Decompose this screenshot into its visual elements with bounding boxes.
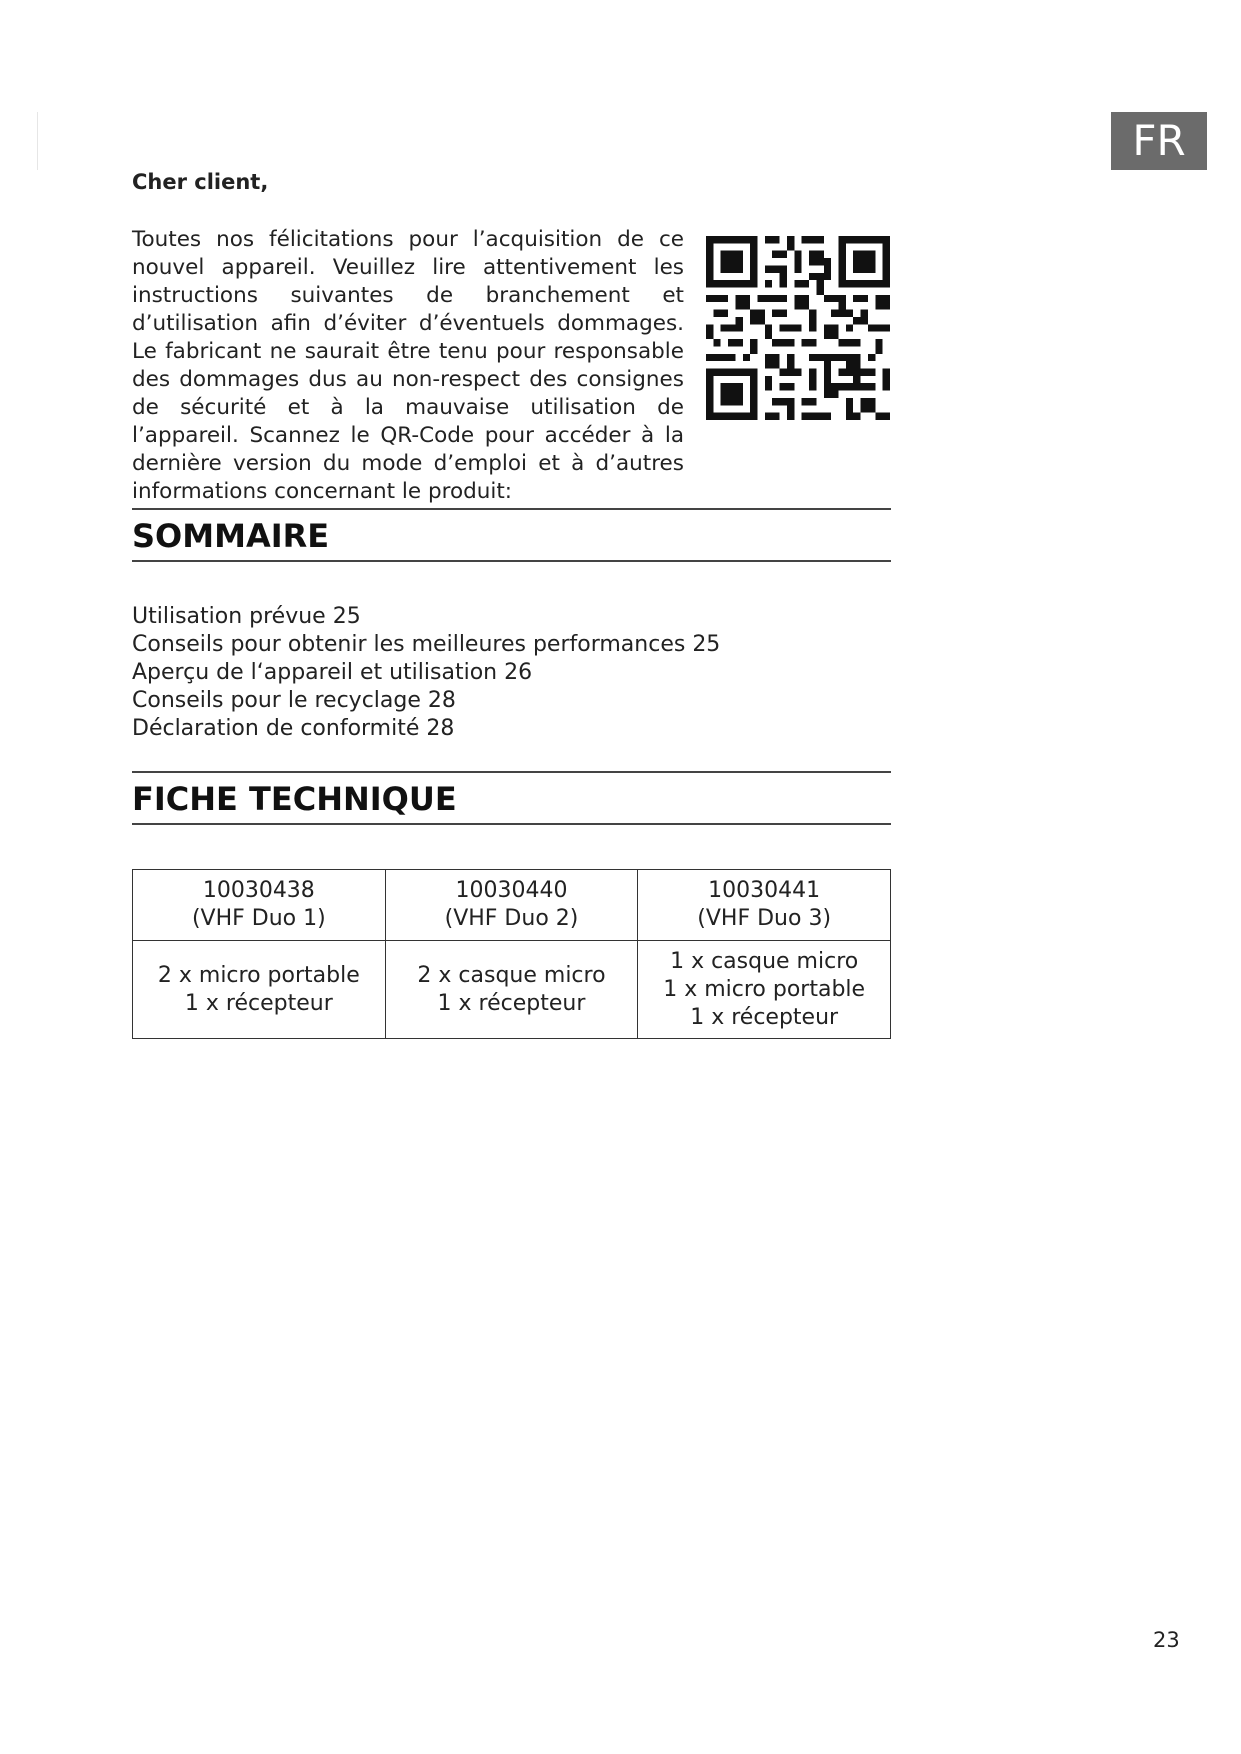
product-code: 10030440 xyxy=(455,878,568,903)
spec-table xyxy=(132,869,891,1039)
package-content: 2 x micro portable xyxy=(157,962,360,988)
product-code: 10030441 xyxy=(708,878,821,903)
table-cell xyxy=(385,870,638,941)
summary-list xyxy=(132,603,720,743)
summary-item[interactable]: Aperçu de l‘appareil et utilisation 26 xyxy=(132,660,533,685)
summary-item[interactable]: Déclaration de conformité 28 xyxy=(132,716,455,741)
table-cell xyxy=(133,870,386,941)
intro-paragraph: Toutes nos félicitations pour l’acquisition de ce nouvel appareil. Veuillez lire attentivement les instructions suivantes de branchement et d’utilisation afin d’éviter d’éventuels dommages. Le fabricant ne saurait être tenu pour responsable des dommages dus au non-respect des consignes de sécurité et à la mauvaise utilisation de l’appareil. Scannez le QR-Code pour accéder à la dernière version du mode d’emploi et à d’autres informations concernant le produit: xyxy=(132,227,684,504)
product-model: (VHF Duo 3) xyxy=(697,906,832,931)
summary-item[interactable]: Conseils pour le recyclage 28 xyxy=(132,688,456,713)
margin-rule xyxy=(37,112,38,170)
product-model: (VHF Duo 2) xyxy=(444,906,579,931)
summary-header xyxy=(132,508,891,562)
page-number: 23 xyxy=(1153,1628,1180,1652)
package-content: 1 x micro portable xyxy=(663,976,866,1002)
table-row xyxy=(133,941,891,1039)
package-content: 2 x casque micro xyxy=(417,962,606,988)
package-content: 1 x récepteur xyxy=(437,990,586,1016)
spec-header xyxy=(132,771,891,825)
table-cell xyxy=(385,941,638,1039)
product-model: (VHF Duo 1) xyxy=(191,906,326,931)
table-cell xyxy=(638,870,891,941)
summary-title: SOMMAIRE xyxy=(132,517,330,555)
package-content: 1 x récepteur xyxy=(690,1004,839,1030)
product-code: 10030438 xyxy=(202,878,315,903)
summary-item[interactable]: Utilisation prévue 25 xyxy=(132,604,361,629)
spec-title: FICHE TECHNIQUE xyxy=(132,780,457,818)
qr-code-icon[interactable] xyxy=(706,236,890,420)
package-content: 1 x récepteur xyxy=(184,990,333,1016)
table-cell xyxy=(638,941,891,1039)
greeting: Cher client, xyxy=(132,170,269,194)
language-badge: FR xyxy=(1111,112,1207,170)
table-row xyxy=(133,870,891,941)
summary-item[interactable]: Conseils pour obtenir les meilleures performances 25 xyxy=(132,632,721,657)
package-content: 1 x casque micro xyxy=(670,948,859,974)
table-cell xyxy=(133,941,386,1039)
